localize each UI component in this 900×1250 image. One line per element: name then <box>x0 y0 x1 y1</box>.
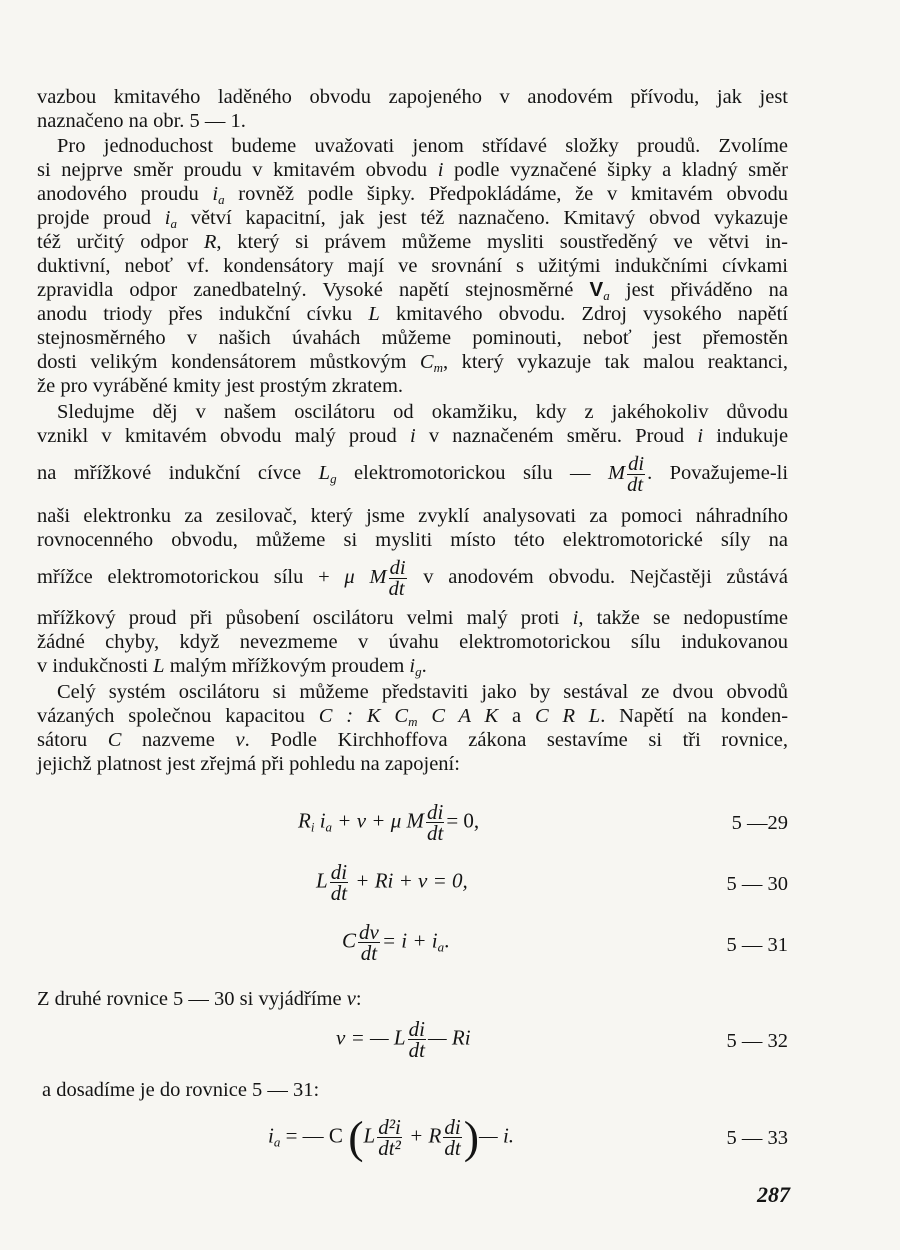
text-line: naši elektronku za zesilovač, který jsme zvyklí analysovati za pomoci náhradního <box>37 505 788 527</box>
text-line: žádné chyby, když nevezmeme v úvahu elektromotorickou sílu indukovanou <box>37 631 788 653</box>
text-line: anodu triody přes indukční cívku L kmitavého obvodu. Zdroj vysokého napětí <box>37 303 788 325</box>
equation-5-29: $R_i$ $i_a + v + \mu$ M $\frac{di}{dt}$ = 0, <box>298 800 480 845</box>
equation-5-33: $i_a$ = — C (L $\frac{\text{d²i}}{\text{dt²}}$ + R $\frac{di}{dt}$ )— i. <box>268 1111 515 1163</box>
text-line: vznikl v kmitavém obvodu malý proud i v naznačeném směru. Proud i indukuje <box>37 425 789 447</box>
equation-number: 5 — 33 <box>726 1127 788 1149</box>
text-line: vazbou kmitavého laděného obvodu zapojeného v anodovém přívodu, jak jest <box>37 86 788 108</box>
text-line: mřížce elektromotorickou sílu + μ M $\frac{di}{dt}$ v anodovém obvodu. Nejčastěji zůstává <box>37 556 789 600</box>
text-line: si nejprve směr proudu v kmitavém obvodu i podle vyznačené šipky a kladný směr <box>37 159 788 181</box>
text-line: rovnocenného obvodu, můžeme si mysliti místo této elektromotorické síly na <box>37 529 788 551</box>
page-number: 287 <box>757 1182 790 1207</box>
equation-number: 5 — 30 <box>726 873 788 895</box>
text-line: duktivní, neboť vf. kondensátory mají ve srovnání s užitými indukčními cívkami <box>37 255 788 277</box>
fraction: $\frac{dv}{dt}$ <box>359 920 379 965</box>
text-line: dosti velikým kondensátorem můstkovým $C_m$, který vykazuje tak malou reaktanci, <box>37 351 789 375</box>
text-line: mřížkový proud při působení oscilátoru velmi malý proti i, takže se nedopustíme <box>37 607 789 629</box>
fraction: $\frac{di}{dt}$ <box>444 1115 461 1160</box>
text-line: a dosadíme je do rovnice 5 — 31: <box>42 1079 320 1101</box>
equation-5-32: v = — L $\frac{di}{dt}$ — Ri <box>336 1017 471 1062</box>
text-line: Sledujme děj v našem oscilátoru od okamžiku, kdy z jakéhokoliv důvodu <box>57 401 788 423</box>
text-line: stejnosměrného v našich úvahách můžeme pominouti, neboť jest přemostěn <box>37 327 788 349</box>
text-line: sátoru C nazveme v. Podle Kirchhoffova zákona sestavíme si tři rovnice, <box>37 729 789 751</box>
equation-number: 5 — 32 <box>726 1030 788 1052</box>
fraction: $\frac{di}{dt}$ <box>408 1017 425 1062</box>
text-line: vázaných společnou kapacitou C : K $C_m$ C A K a C R L. Napětí na konden- <box>37 705 789 729</box>
text-line: anodového proudu $i_a$ rovněž podle šipky. Předpokládáme, že v kmitavém obvodu <box>37 183 789 207</box>
equation-5-30: L $\frac{di}{dt}$ + Ri + v = 0, <box>316 860 468 905</box>
text-line: Celý systém oscilátoru si můžeme představiti jako by sestával ze dvou obvodů <box>57 681 788 703</box>
text-line: Z druhé rovnice 5 — 30 si vyjádříme v: <box>37 988 362 1010</box>
text-line: na mřížkové indukční cívce $L_g$ elektromotorickou sílu — M $\frac{di}{dt}$ . Považujeme-li <box>37 452 789 496</box>
fraction: $\frac{di}{dt}$ <box>627 452 645 496</box>
equation-5-31: C $\frac{dv}{dt}$ = $i + i_a$. <box>342 920 450 965</box>
text-line: že pro vyráběné kmity jest prostým zkratem. <box>37 375 404 397</box>
equation-number: 5 —29 <box>731 812 788 834</box>
fraction: $\frac{di}{dt}$ <box>388 556 406 600</box>
fraction: $\frac{di}{dt}$ <box>330 860 348 905</box>
text-line: jejichž platnost jest zřejmá při pohledu na zapojení: <box>37 753 460 775</box>
text-line: zpravidla odpor zanedbatelný. Vysoké napětí stejnosměrné $V_a$ jest přiváděno na <box>37 278 788 303</box>
text-line: naznačeno na obr. 5 — 1. <box>37 110 246 132</box>
fraction: $\frac{\text{d²i}}{\text{dt²}}$ <box>378 1115 401 1160</box>
text-line: v indukčnosti L malým mřížkovým proudem $i_g$. <box>37 655 427 679</box>
fraction: $\frac{di}{dt}$ <box>427 800 444 845</box>
text-line: Pro jednoduchost budeme uvažovati jenom střídavé složky proudů. Zvolíme <box>57 135 788 157</box>
equation-number: 5 — 31 <box>726 934 788 956</box>
text-line: projde proud $i_a$ větví kapacitní, jak jest též naznačeno. Kmitavý obvod vykazuje <box>37 207 789 231</box>
text-line: též určitý odpor R, který si právem můžeme mysliti soustředěný ve větvi in- <box>37 231 788 253</box>
